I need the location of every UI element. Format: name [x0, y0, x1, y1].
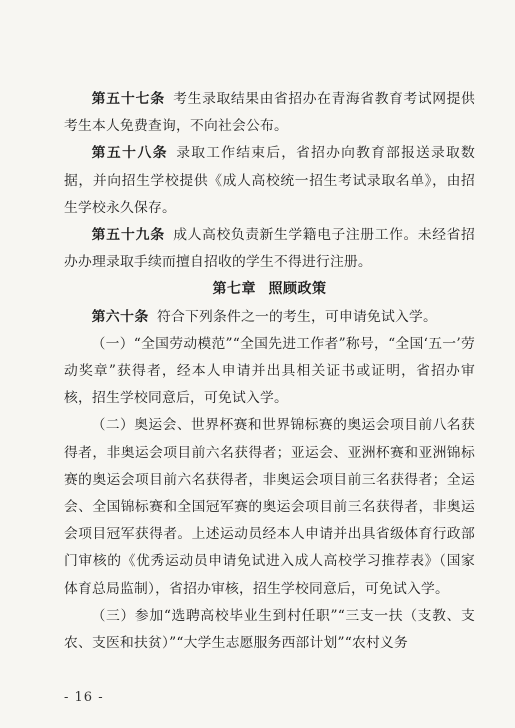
article-text: 录取工作结束后，省招办向教育部报送录取数据，并向招生学校提供《成人高校统一招生考试录取名单》，由招生学校永久保存。	[64, 145, 476, 216]
chapter-number: 第七章	[212, 281, 256, 298]
article-text: 符合下列条件之一的考生，可申请免试入学。	[157, 308, 437, 325]
list-item-3: （三）参加“选聘高校毕业生到村任职”“三支一扶（支教、支农、支医和扶贫）”“大学生志愿服务西部计划”“农村义务	[64, 607, 475, 652]
article-text: 考生录取结果由省招办在青海省教育考试网提供考生本人免费查询，不向社会公布。	[64, 91, 476, 135]
article-number: 第五十九条	[91, 227, 166, 244]
article-58	[64, 140, 475, 222]
list-item-1: （一）“全国劳动模范”“全国先进工作者”称号，“全国‘五一’劳动奖章”获得者，经本人申请并出具相关证书或证明，省招办审核，招生学校同意后，可免试入学。	[64, 335, 475, 407]
document-body	[64, 86, 475, 657]
article-60	[64, 304, 475, 331]
page-number: - 16 -	[64, 690, 104, 705]
chapter-heading	[64, 276, 475, 303]
article-number: 第六十条	[91, 308, 149, 325]
chapter-title: 照顾政策	[268, 281, 327, 298]
article-number: 第五十八条	[91, 145, 169, 162]
article-57	[64, 86, 475, 140]
list-item-2: （二）奥运会、世界杯赛和世界锦标赛的奥运会项目前八名获得者，非奥运会项目前六名获得者；亚运会、亚洲杯赛和亚洲锦标赛的奥运会项目前六名获得者，非奥运会项目前三名获得者；全运会、全国锦标赛和全国冠军赛的奥运会项目前三名获得者，非奥运会项目冠军获得者。上述运动员经本人申请并出具省级体育行政部门审核的《优秀运动员申请免试进入成人高校学习推荐表》（国家体育总局监制），省招办审核，招生学校同意后，可免试入学。	[64, 417, 475, 597]
article-number: 第五十七条	[91, 91, 166, 107]
article-text: 成人高校负责新生学籍电子注册工作。未经省招办办理录取手续而擅自招收的学生不得进行注册。	[64, 227, 476, 271]
article-59	[64, 222, 475, 276]
